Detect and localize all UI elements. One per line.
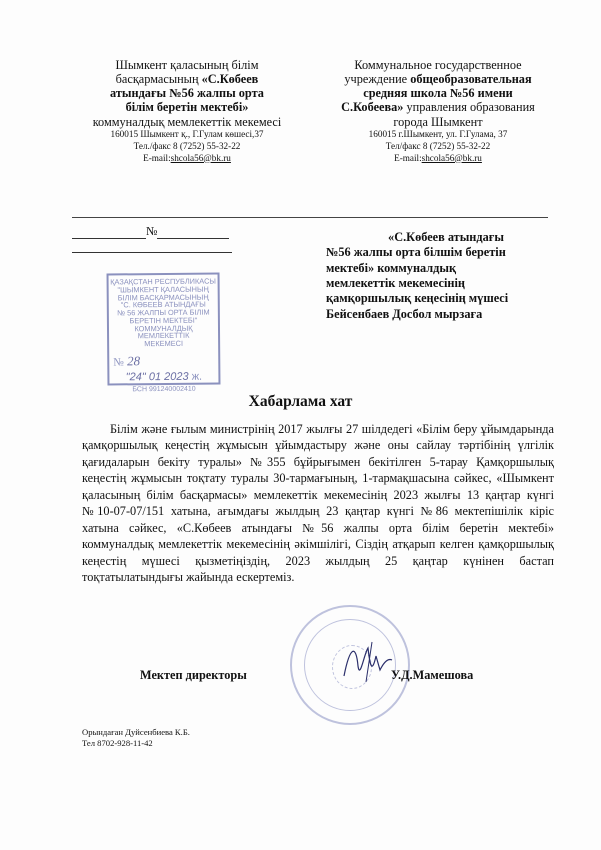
executor-name: Орындаған Дуйсенбиева К.Б. <box>82 727 190 737</box>
addressee-line: Бейсенбаев Досбол мырзаға <box>326 306 483 321</box>
header-left-line2: басқармасының «С.Көбеев <box>115 72 259 87</box>
registration-stamp <box>107 273 221 394</box>
stamp-line: МЕКЕМЕСІ <box>144 338 184 349</box>
addressee-line: мемлекеттік мекемесінің <box>326 276 465 291</box>
stamp-line: БЕРЕТІН МЕКТЕБІ" <box>129 315 198 326</box>
stamp-date: "24" 01 2023 ж. <box>125 371 203 384</box>
header-left-line4: білім беретін мектебі» <box>125 100 249 115</box>
handwritten-signature <box>336 636 396 686</box>
addressee-block <box>326 230 566 322</box>
header-divider <box>72 217 548 218</box>
header-right-line4: С.Кобеева» управления образования <box>341 100 535 115</box>
header-right <box>318 58 558 165</box>
header-right-line5: города Шымкент <box>393 114 483 129</box>
header-right-phone: Тел/факс 8 (7252) 55-32-22 <box>385 140 491 151</box>
stamp-line: БІЛІМ БАСҚАРМАСЫНЫҢ <box>117 292 209 302</box>
header-right-email-link[interactable]: shcola56@bk.ru <box>421 152 482 163</box>
header-left-line1: Шымкент қаласының білім <box>115 58 259 72</box>
header-left-phone: Тел./факс 8 (7252) 55-32-22 <box>133 140 241 151</box>
stamp-line: "С. КӨБЕЕВ АТЫНДАҒЫ <box>120 299 206 310</box>
addressee-line: мектебі» коммуналдық <box>326 260 457 275</box>
header-left-email-link[interactable]: shcola56@bk.ru <box>170 152 231 163</box>
addressee-line: №56 жалпы орта білшім беретін <box>326 245 506 260</box>
registration-line <box>72 224 232 239</box>
stamp-line: "ШЫМКЕНТ ҚАЛАСЫНЫҢ <box>117 284 209 295</box>
header-left-email: E-mail:shcola56@bk.ru <box>143 152 231 163</box>
stamp-line: КОММУНАЛДЫҚ МЕМЛЕКЕТТІК <box>134 323 193 341</box>
header-right-address: 160015 г.Шымкент, ул. Г.Гулама, 37 <box>368 128 508 139</box>
stamp-bin: БСН 991240002410 <box>132 385 196 394</box>
addressee-line: қамқоршылық кеңесінің мүшесі <box>326 291 509 306</box>
header-left-address: 160015 Шымкент қ., Г.Гулам көшесі,37 <box>110 128 264 139</box>
stamp-line: № 56 ЖАЛПЫ ОРТА БІЛІМ <box>117 307 210 318</box>
header-left <box>72 58 302 165</box>
header-left-line3: атындағы №56 жалпы орта <box>110 86 264 101</box>
stamp-number: № 28 <box>113 353 141 369</box>
reg-blank-right <box>157 238 229 239</box>
reg-number-sign: № <box>146 224 158 238</box>
header-right-line1: Коммунальное государственное <box>354 58 522 72</box>
header-right-line3: средняя школа №56 имени <box>363 86 513 101</box>
executor-phone: Тел 8702-928-11-42 <box>82 738 153 749</box>
stamp-line: ҚАЗАҚСТАН РЕСПУБЛИКАСЫ <box>110 276 216 287</box>
body-paragraph: Білім және ғылым министрінің 2017 жылғы 27 шілдедегі «Білім беру ұйымдарында қамқоршылық кеңестің жұмысын ұйымдастыру және оны сайлау тәртібінің үлгілік қағидаларын бекіту туралы» №355 бұйрығымен бекітілген 5-тарау Қамқоршылық кеңестің жұмысын тоқтату туралы 30-тармағының, 1-тармақшасына сәйкес, «Шымкент қаласының білім басқармасы» мемлекеттік мекемесінің 2023 жылғы 13 қаңтар күнгі №10-07-07/151 хатына, ағымдағы жылдың 23 қаңтар күнгі №86 мектепішілік кіріс хатына сәйкес, «С.Көбеев атындағы №56 жалпы орта білім беретін мектебі» коммуналдық мемлекеттік мекемесінің әкімшілігі, Сіздің атқарып келген қамқоршылық кеңестің мүшесі қызметіңіздің, 2023 жылдың 25 қаңтар күнінен бастап тоқтатылатындығы жайында ескертеміз. <box>82 422 554 585</box>
registration-underline <box>72 252 232 253</box>
header-right-line2: учреждение общеобразовательная <box>344 72 532 87</box>
document-title: Хабарлама хат <box>248 393 353 410</box>
signatory-name: У.Д.Мамешова <box>391 668 474 682</box>
header-left-line5: коммуналдық мемлекеттік мекемесі <box>92 114 282 129</box>
signatory-position: Мектеп директоры <box>140 668 247 682</box>
addressee-line: «С.Көбеев атындағы <box>388 230 504 244</box>
executor-footer <box>82 727 190 749</box>
header-right-email: E-mail:shcola56@bk.ru <box>394 152 482 163</box>
reg-blank-left <box>72 238 146 239</box>
